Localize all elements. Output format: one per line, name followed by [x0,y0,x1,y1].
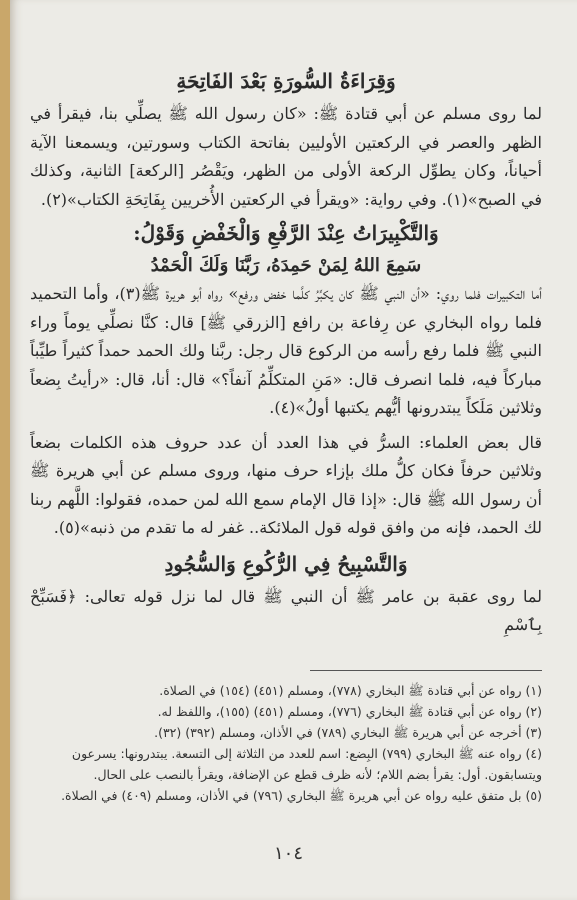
section-heading-tasbih: وَالتَّسْبِيحُ فِي الرُّكُوعِ وَالسُّجُودِ [164,551,408,576]
footnote: (٣) أخرجه عن أبي هريرة ﷺ البخاري (٧٨٩) في الأذان، ومسلم (٣٩٢) (٣٢). [154,725,542,740]
footnote: (٢) رواه عن أبي قتادة ﷺ البخاري (٧٧٦)، ومسلم (٤٥١) (١٥٥)، واللفظ له. [157,704,542,719]
footnote: (٤) رواه عنه ﷺ البخاري (٧٩٩) البِضع: اسم للعدد من الثلاثة إلى التسعة. يبتدرونها: يسرعون ويتسابقون. أول: يقرأ بضم اللام؛ لأنه ظرف قطع عن الإضافة، ويقرأ بالنصب على الحال. [71,746,542,782]
footnote: (٥) بل متفق عليه رواه عن أبي هريرة ﷺ البخاري (٧٩٦) في الأذان، ومسلم (٤٠٩) في الصلاة. [61,788,542,803]
section-heading-takbirat: وَالتَّكْبِيرَاتُ عِنْدَ الرَّفْعِ وَالْخَفْضِ وَقَوْلُ: [133,221,439,245]
page-number: ١٠٤ [273,843,303,864]
main-text [30,66,542,640]
footnotes [30,680,542,806]
paragraph-tasbih: لما روى عقبة بن عامر ﷺ أن النبي ﷺ قال لما نزل قوله تعالى: ﴿فَسَبِّحْ بِٱسْمِ [30,586,542,634]
paragraph-scholars: قال بعض العلماء: السرُّ في هذا العدد أن عدد حروف هذه الكلمات بضعاً وثلاثين حرفاً فكان كلُّ ملك بإزاء حرف منها، وروى مسلم عن أبي هريرة ﷺ أن رسول الله ﷺ قال: «إذا قال الإمام سمع الله لمن حمده، فقولوا: اللَّهم ربنا لك الحمد، فإنه من وافق قوله قول الملائكة.. غفر له ما تقدم من ذنبه»(٥). [30,432,543,537]
paragraph-recitation: لما روى مسلم عن أبي قتادة ﷺ: «كان رسول الله ﷺ يصلِّي بنا، فيقرأ في الظهر والعصر في الركعتين الأوليين بفاتحة الكتاب وسورتين، ويسمعنا الآية أحياناً، وكان يطوِّل الركعة الأولى من الظهر، ويَقْصُر [الركعة] الثانية، وكذلك في الصبح»(١). وفي رواية: «ويقرأ في الركعتين الأُخريين بِفَاتِحَةِ الكتاب»(٢). [30,104,542,209]
tahmid-formula: سَمِعَ اللهُ لِمَنْ حَمِدَهُ، رَبَّنَا وَلَكَ الْحَمْدُ [150,255,422,276]
paragraph-takbirat: أما التكبيرات فلما روي: «أن النبي ﷺ كان يكبِّرُ كلَّما خفض ورفع» رواه أبو هريرة ﷺ(٣)، وأما التحميد فلما رواه البخاري عن رِفاعة بن رافع [الزرقي ﷺ] قال: كنَّا نصلِّي يوماً وراء النبي ﷺ فلما رفع رأسه من الركوع قال رجل: ربَّنا ولك الحمد حمداً كثيراً طيِّباً مباركاً فيه، فلما انصرف قال: «مَنِ المتكلِّمُ آنفاً؟» قال: أنا، قال: «رأيتُ بِضعاً وثلاثين مَلَكاً يبتدرونها أيُّهم يكتبها أولُ»(٤). [30,284,542,417]
footnote: (١) رواه عن أبي قتادة ﷺ البخاري (٧٧٨)، ومسلم (٤٥١) (١٥٤) في الصلاة. [159,683,542,698]
footnote-divider [310,670,542,671]
section-heading-surah-recitation: وَقِرَاءَةُ السُّورَةِ بَعْدَ الفَاتِحَةِ [176,69,396,93]
